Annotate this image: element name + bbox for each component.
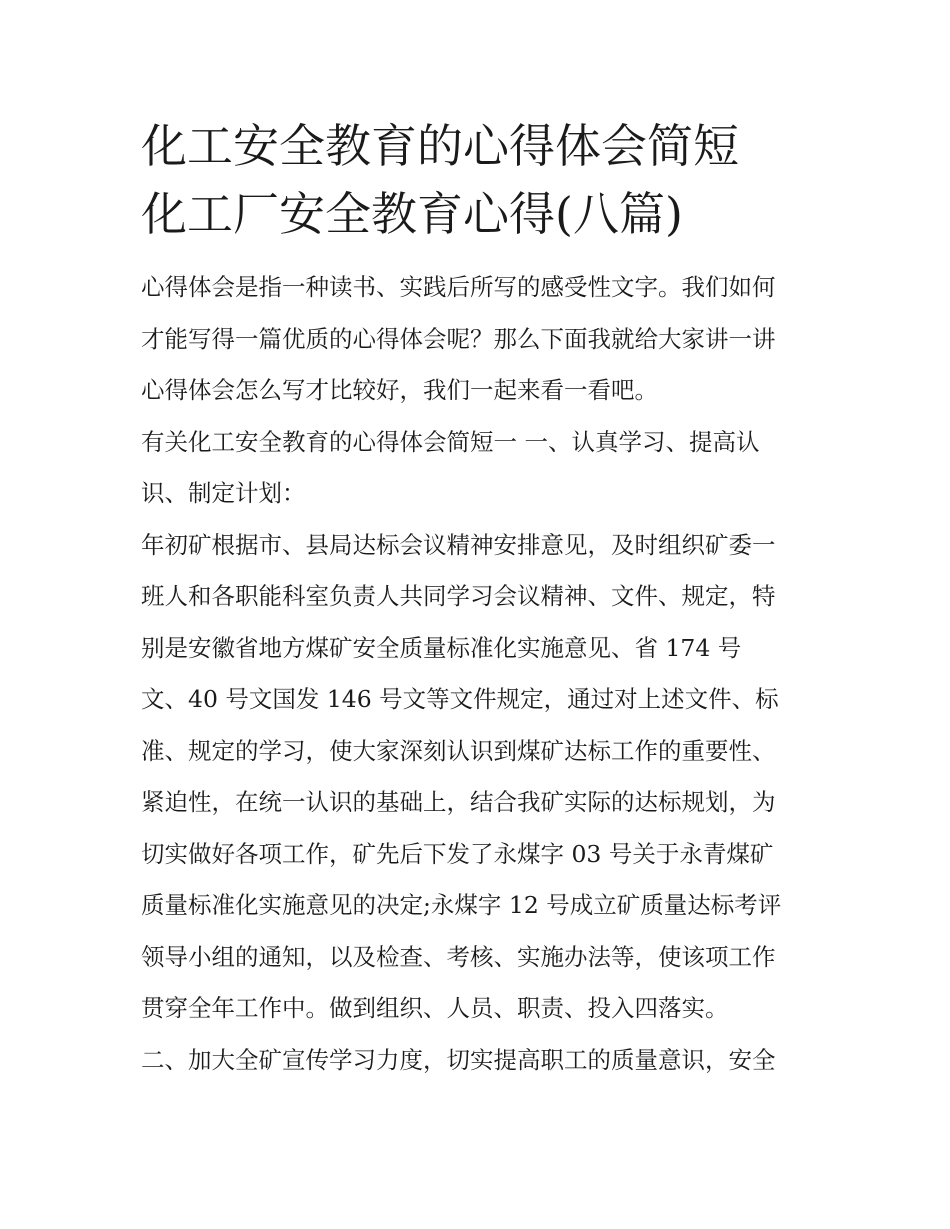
body-line: 班人和各职能科室负责人共同学习会议精神、文件、规定，特 <box>141 582 776 610</box>
document-body <box>141 262 811 1086</box>
title-line-1: 化工安全教育的心得体会简短 <box>141 119 739 173</box>
title-line-2: 化工厂安全教育心得(八篇) <box>141 187 683 241</box>
body-line: 领导小组的通知，以及检查、考核、实施办法等，使该项工作 <box>141 942 776 971</box>
body-line: 才能写得一篇优质的心得体会呢？那么下面我就给大家讲一讲 <box>141 324 776 353</box>
body-line: 文、40 号文国发 146 号文等文件规定，通过对上述文件、标 <box>141 685 779 713</box>
body-line: 心得体会是指一种读书、实践后所写的感受性文字。我们如何 <box>141 273 776 301</box>
body-line: 有关化工安全教育的心得体会简短一 一、认真学习、提高认 <box>141 427 760 456</box>
body-line: 切实做好各项工作，矿先后下发了永煤字 03 号关于永青煤矿 <box>141 839 774 868</box>
body-line: 贯穿全年工作中。做到组织、人员、职责、投入四落实。 <box>141 994 729 1022</box>
body-line: 质量标准化实施意见的决定;永煤字 12 号成立矿质量达标考评 <box>141 891 782 919</box>
body-line: 年初矿根据市、县局达标会议精神安排意见，及时组织矿委一 <box>141 530 776 559</box>
body-line: 识、制定计划： <box>141 479 306 507</box>
document-title <box>141 112 811 248</box>
document-page <box>141 112 811 1086</box>
body-line: 心得体会怎么写才比较好，我们一起来看一看吧。 <box>141 376 658 404</box>
body-line: 别是安徽省地方煤矿安全质量标准化实施意见、省 174 号 <box>141 633 742 662</box>
body-line: 二、加大全矿宣传学习力度，切实提高职工的质量意识，安全 <box>141 1045 776 1074</box>
body-line: 准、规定的学习，使大家深刻认识到煤矿达标工作的重要性、 <box>141 736 776 765</box>
body-line: 紧迫性，在统一认识的基础上，结合我矿实际的达标规划，为 <box>141 788 776 816</box>
